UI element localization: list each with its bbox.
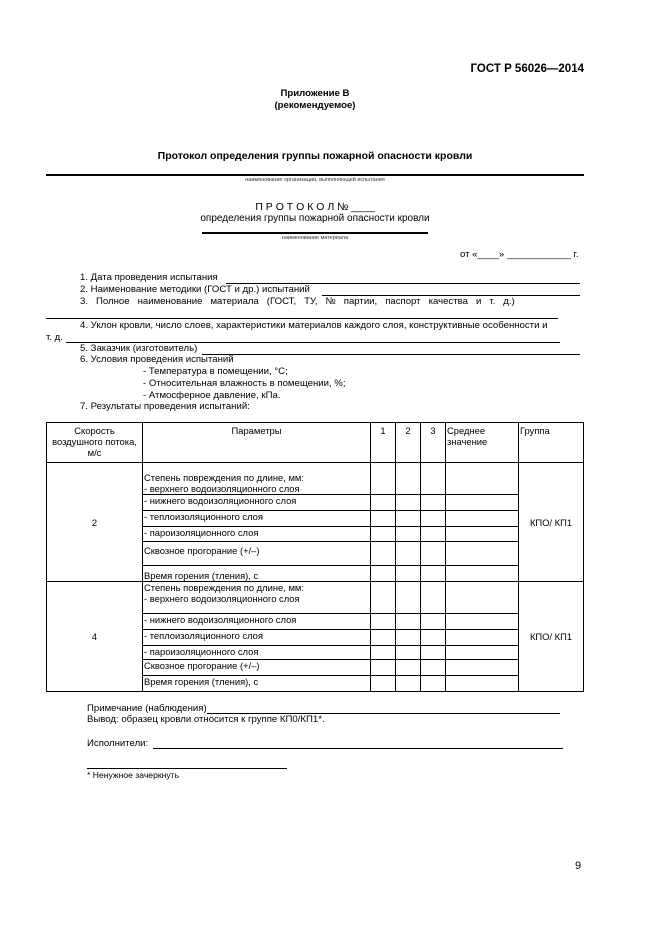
header-group: Группа (519, 423, 584, 463)
param-cell: - пароизоляционного слоя (143, 646, 371, 660)
param-cell: - пароизоляционного слоя (143, 527, 371, 542)
item-customer-blank (202, 354, 580, 355)
footnote-separator (87, 768, 287, 769)
item-results: 7. Результаты проведения испытаний: (80, 401, 250, 412)
document-title: Протокол определения группы пожарной опасности кровли (157, 150, 473, 162)
param-cell: Время горения (тления), с (143, 566, 371, 582)
table-header-row (47, 423, 584, 463)
material-caption: наименование материала (281, 235, 349, 241)
item-conditions: 6. Условия проведения испытаний (80, 354, 234, 365)
param-cell: - теплоизоляционного слоя (143, 630, 371, 646)
param-label: - верхнего водоизоляционного слоя (144, 483, 300, 494)
executors-blank (153, 748, 563, 749)
item-material-name: 3. Полное наименование материала (ГОСТ, ТУ, № партии, паспорт качества и т. д.) (80, 296, 515, 307)
group-cell: КПО/ КП1 (519, 582, 584, 692)
item-roof-slope-cont: т. д. (46, 332, 63, 343)
note-label: Примечание (наблюдения) (87, 703, 207, 714)
footnote: * Ненужное зачеркнуть (87, 770, 180, 780)
appendix-title: Приложение В (280, 88, 350, 99)
item-material-blank (46, 318, 558, 319)
param-label: Степень повреждения по длине, мм: (144, 582, 304, 593)
page-number: 9 (575, 860, 582, 872)
table-row (47, 582, 584, 614)
appendix-subtitle: (рекомендуемое) (274, 100, 356, 111)
header-trial-3: 3 (421, 423, 446, 463)
param-label: Степень повреждения по длине, мм: (144, 472, 304, 483)
param-cell: Сквозное прогорание (+/–) (143, 660, 371, 676)
param-cell: - нижнего водоизоляционного слоя (143, 614, 371, 630)
executors-label: Исполнители: (87, 738, 149, 749)
item-humidity: - Относительная влажность в помещении, %; (143, 378, 346, 389)
results-table (46, 422, 584, 692)
param-cell: - нижнего водоизоляционного слоя (143, 495, 371, 511)
param-cell: Время горения (тления), с (143, 676, 371, 692)
item-roof-slope: 4. Уклон кровли, число слоев, характеристики материалов каждого слоя, конструктивные особенности и (80, 320, 548, 331)
item-test-date: 1. Дата проведения испытания (80, 272, 218, 283)
item-pressure: - Атмосферное давление, кПа. (143, 390, 281, 401)
item-customer: 5. Заказчик (изготовитель) (80, 343, 198, 354)
param-cell: - теплоизоляционного слоя (143, 511, 371, 527)
param-cell: Сквозное прогорание (+/–) (143, 542, 371, 566)
header-trial-1: 1 (371, 423, 396, 463)
param-cell (143, 582, 371, 614)
item-method: 2. Наименование методики (ГОСТ и др.) испытаний (80, 284, 310, 295)
speed-cell: 2 (47, 463, 143, 582)
org-caption: наименование организации, выполняющей испытания (245, 177, 385, 183)
param-label: - верхнего водоизоляционного слоя (144, 593, 300, 604)
protocol-subheading: определения группы пожарной опасности кровли (200, 213, 430, 224)
standard-number: ГОСТ Р 56026—2014 (470, 63, 584, 75)
param-cell (143, 463, 371, 495)
org-line (46, 174, 584, 176)
protocol-heading: П Р О Т О К О Л № ____ (255, 201, 375, 213)
header-speed: Скорость воздушного потока, м/с (47, 423, 143, 463)
material-line (202, 232, 428, 234)
header-trial-2: 2 (396, 423, 421, 463)
speed-cell: 4 (47, 582, 143, 692)
table-row (47, 463, 584, 495)
conclusion: Вывод: образец кровли относится к группе КП0/КП1*. (87, 714, 325, 725)
header-average: Среднее значение (446, 423, 519, 463)
group-cell: КПО/ КП1 (519, 463, 584, 582)
item-temperature: - Температура в помещении, °С; (143, 366, 288, 377)
header-params: Параметры (143, 423, 371, 463)
date-line: от «____» ____________ г. (460, 249, 579, 260)
